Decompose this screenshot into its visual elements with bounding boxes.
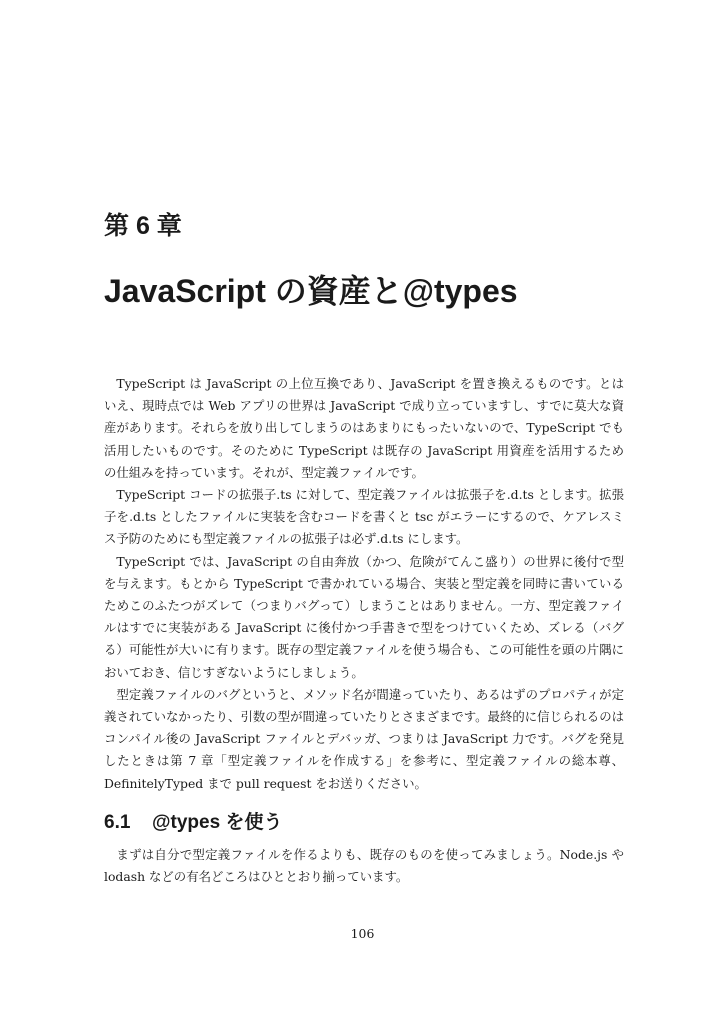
section-body bbox=[104, 844, 624, 888]
section-heading bbox=[104, 810, 282, 836]
intro-paragraph: 型定義ファイルのバグというと、メソッド名が間違っていたり、あるはずのプロパティが定義されていなかったり、引数の型が間違っていたりとさまざまです。最終的に信じられるのはコンパイル後の JavaScript ファイルとデバッガ、つまりは JavaScript 力です。バグを発見したときは第 7 章「型定義ファイルを作成する」を参考に、型定義ファイルの総本尊、DefinitelyTyped まで pull request をお送りください。 bbox=[104, 686, 624, 791]
chapter-title: JavaScript の資産と@types bbox=[104, 273, 518, 309]
intro-paragraph: TypeScript コードの拡張子.ts に対して、型定義ファイルは拡張子を.d.ts とします。拡張子を.d.ts としたファイルに実装を含むコードを書くと tsc がエラーにするので、ケアレスミス予防のためにも型定義ファイルの拡張子は必ず.d.ts にします。 bbox=[104, 487, 624, 547]
section-number: 6.1 bbox=[104, 812, 131, 833]
intro-paragraph: TypeScript では、JavaScript の自由奔放（かつ、危険がてんこ盛り）の世界に後付で型を与えます。もとから TypeScript で書かれている場合、実装と型定義を同時に書いているためこのふたつがズレて（つまりバグって）しまうことはありません。一方、型定義ファイルはすでに実装がある JavaScript に後付かつ手書きで型をつけていくため、ズレる（バグる）可能性が大いに有ります。既存の型定義ファイルを使う場合も、この可能性を頭の片隅においておき、信じすぎないようにしましょう。 bbox=[104, 553, 624, 680]
intro-paragraph: TypeScript は JavaScript の上位互換であり、JavaScript を置き換えるものです。とはいえ、現時点では Web アプリの世界は JavaScript で成り立っていますし、すでに莫大な資産があります。それらを放り出してしまうのはあまりにもったいないので、TypeScript でも活用したいものです。そのために TypeScript は既存の JavaScript 用資産を活用するための仕組みを持っています。それが、型定義ファイルです。 bbox=[104, 376, 624, 480]
chapter-intro bbox=[104, 373, 624, 795]
section-paragraph: まずは自分で型定義ファイルを作るよりも、既存のものを使ってみましょう。Node.js や lodash などの有名どころはひととおり揃っています。 bbox=[104, 847, 624, 885]
section-title: @types を使う bbox=[152, 812, 283, 833]
page-number: 106 bbox=[350, 926, 375, 941]
chapter-label: 第 6 章 bbox=[104, 212, 182, 240]
